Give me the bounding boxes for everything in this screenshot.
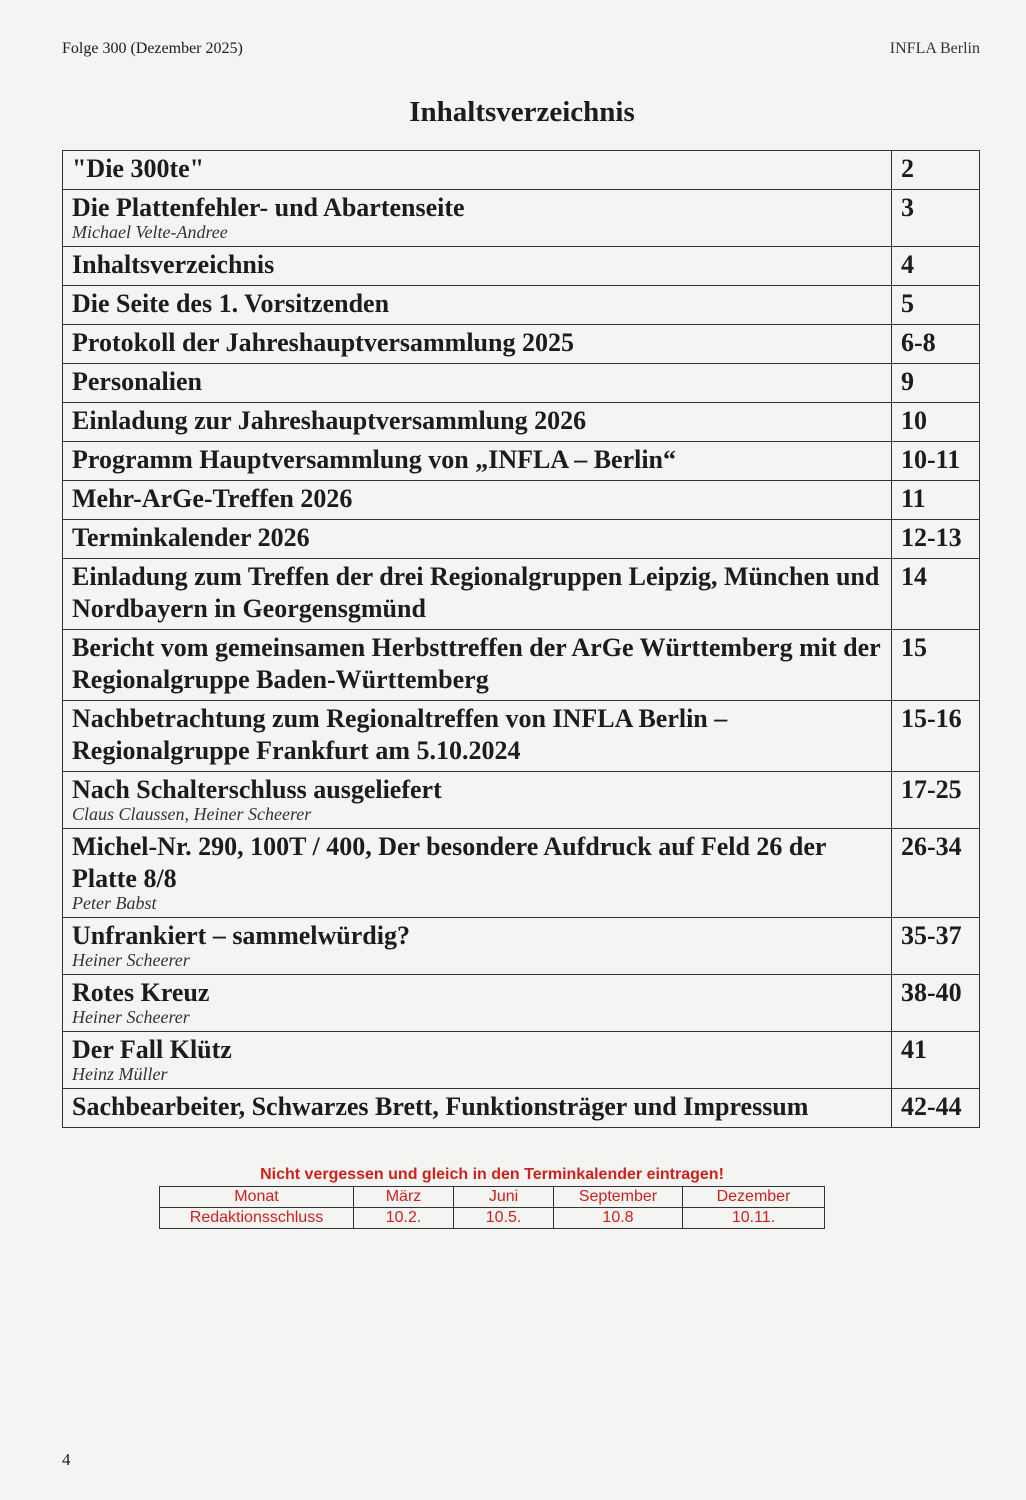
deadline-header-row	[160, 1187, 825, 1208]
toc-row	[63, 520, 980, 559]
toc-entry-pages: 14	[892, 559, 980, 630]
toc-row	[63, 190, 980, 247]
toc-entry-cell	[63, 772, 892, 829]
toc-entry-cell	[63, 286, 892, 325]
deadline-header-cell: März	[354, 1187, 454, 1208]
toc-entry-cell	[63, 481, 892, 520]
toc-row	[63, 630, 980, 701]
table-of-contents	[62, 150, 980, 1128]
toc-entry-title: Inhaltsverzeichnis	[72, 250, 275, 279]
toc-entry-cell	[63, 247, 892, 286]
toc-entry-pages: 42-44	[892, 1089, 980, 1128]
toc-entry-cell	[63, 630, 892, 701]
toc-entry-pages: 2	[892, 151, 980, 190]
toc-row	[63, 829, 980, 918]
toc-row	[63, 559, 980, 630]
toc-entry-pages: 15-16	[892, 701, 980, 772]
toc-row	[63, 325, 980, 364]
toc-entry-cell	[63, 829, 892, 918]
toc-entry-title: Einladung zur Jahreshauptversammlung 2026	[72, 406, 587, 435]
toc-entry-author: Peter Babst	[72, 893, 157, 913]
deadline-value-cell: Redaktionsschluss	[160, 1208, 354, 1229]
toc-entry-title: Michel-Nr. 290, 100T / 400, Der besondere Aufdruck auf Feld 26 der Platte 8/8	[72, 832, 826, 893]
toc-entry-cell	[63, 403, 892, 442]
toc-entry-pages: 3	[892, 190, 980, 247]
toc-entry-pages: 5	[892, 286, 980, 325]
toc-row	[63, 1032, 980, 1089]
toc-entry-cell	[63, 918, 892, 975]
toc-entry-pages: 4	[892, 247, 980, 286]
publication-name: INFLA Berlin	[889, 40, 980, 57]
deadline-value-row	[160, 1208, 825, 1229]
toc-entry-pages: 26-34	[892, 829, 980, 918]
deadline-header-cell: Juni	[454, 1187, 554, 1208]
toc-entry-pages: 9	[892, 364, 980, 403]
toc-entry-title: Programm Hauptversammlung von „INFLA – Berlin“	[72, 445, 677, 474]
toc-entry-title: Protokoll der Jahreshauptversammlung 2025	[72, 328, 574, 357]
toc-entry-title: Nachbetrachtung zum Regionaltreffen von INFLA Berlin – Regionalgruppe Frankfurt am 5.10.2024	[72, 704, 728, 765]
toc-entry-cell	[63, 325, 892, 364]
issue-label: Folge 300 (Dezember 2025)	[62, 40, 243, 57]
toc-row	[63, 364, 980, 403]
toc-entry-pages: 17-25	[892, 772, 980, 829]
toc-row	[63, 151, 980, 190]
toc-entry-cell	[63, 364, 892, 403]
toc-entry-pages: 12-13	[892, 520, 980, 559]
toc-entry-cell	[63, 442, 892, 481]
deadline-value-cell: 10.11.	[683, 1208, 825, 1229]
toc-row	[63, 701, 980, 772]
page-title: Inhaltsverzeichnis	[409, 96, 635, 128]
toc-entry-title: Bericht vom gemeinsamen Herbsttreffen der ArGe Württemberg mit der Regionalgruppe Baden-Württemberg	[72, 633, 881, 694]
toc-entry-title: "Die 300te"	[72, 154, 205, 183]
toc-entry-pages: 10	[892, 403, 980, 442]
toc-row	[63, 772, 980, 829]
toc-entry-pages: 41	[892, 1032, 980, 1089]
deadline-table	[159, 1186, 825, 1229]
toc-entry-pages: 38-40	[892, 975, 980, 1032]
deadline-value-cell: 10.2.	[354, 1208, 454, 1229]
deadline-header-cell: Dezember	[683, 1187, 825, 1208]
toc-entry-pages: 15	[892, 630, 980, 701]
toc-row	[63, 918, 980, 975]
deadline-header-cell: September	[554, 1187, 683, 1208]
toc-entry-title: Nach Schalterschluss ausgeliefert	[72, 775, 442, 804]
toc-entry-title: Personalien	[72, 367, 202, 396]
toc-row	[63, 442, 980, 481]
toc-row	[63, 975, 980, 1032]
page-number: 4	[62, 1450, 71, 1469]
toc-entry-title: Mehr-ArGe-Treffen 2026	[72, 484, 353, 513]
toc-entry-cell	[63, 190, 892, 247]
deadline-notice-title: Nicht vergessen und gleich in den Terminkalender eintragen!	[260, 1166, 724, 1183]
toc-entry-title: Sachbearbeiter, Schwarzes Brett, Funktionsträger und Impressum	[72, 1092, 809, 1121]
toc-entry-cell	[63, 151, 892, 190]
toc-entry-author: Heinz Müller	[72, 1064, 168, 1084]
deadline-value-cell: 10.8	[554, 1208, 683, 1229]
toc-entry-pages: 11	[892, 481, 980, 520]
deadline-header-cell: Monat	[160, 1187, 354, 1208]
toc-entry-cell	[63, 559, 892, 630]
toc-entry-author: Michael Velte-Andree	[72, 222, 228, 242]
toc-entry-title: Der Fall Klütz	[72, 1035, 232, 1064]
toc-entry-author: Claus Claussen, Heiner Scheerer	[72, 804, 312, 824]
toc-entry-title: Terminkalender 2026	[72, 523, 310, 552]
deadline-value-cell: 10.5.	[454, 1208, 554, 1229]
toc-entry-author: Heiner Scheerer	[72, 1007, 190, 1027]
toc-entry-cell	[63, 520, 892, 559]
toc-entry-pages: 10-11	[892, 442, 980, 481]
toc-row	[63, 286, 980, 325]
toc-entry-cell	[63, 1032, 892, 1089]
toc-entry-cell	[63, 1089, 892, 1128]
toc-entry-title: Einladung zum Treffen der drei Regionalgruppen Leipzig, München und Nordbayern in Georgensgmünd	[72, 562, 880, 623]
toc-row	[63, 1089, 980, 1128]
toc-entry-title: Unfrankiert – sammelwürdig?	[72, 921, 410, 950]
toc-entry-pages: 35-37	[892, 918, 980, 975]
toc-row	[63, 481, 980, 520]
toc-entry-title: Rotes Kreuz	[72, 978, 210, 1007]
toc-row	[63, 403, 980, 442]
toc-entry-pages: 6-8	[892, 325, 980, 364]
toc-entry-title: Die Plattenfehler- und Abartenseite	[72, 193, 465, 222]
toc-entry-author: Heiner Scheerer	[72, 950, 190, 970]
toc-row	[63, 247, 980, 286]
toc-entry-cell	[63, 975, 892, 1032]
toc-entry-cell	[63, 701, 892, 772]
toc-entry-title: Die Seite des 1. Vorsitzenden	[72, 289, 390, 318]
